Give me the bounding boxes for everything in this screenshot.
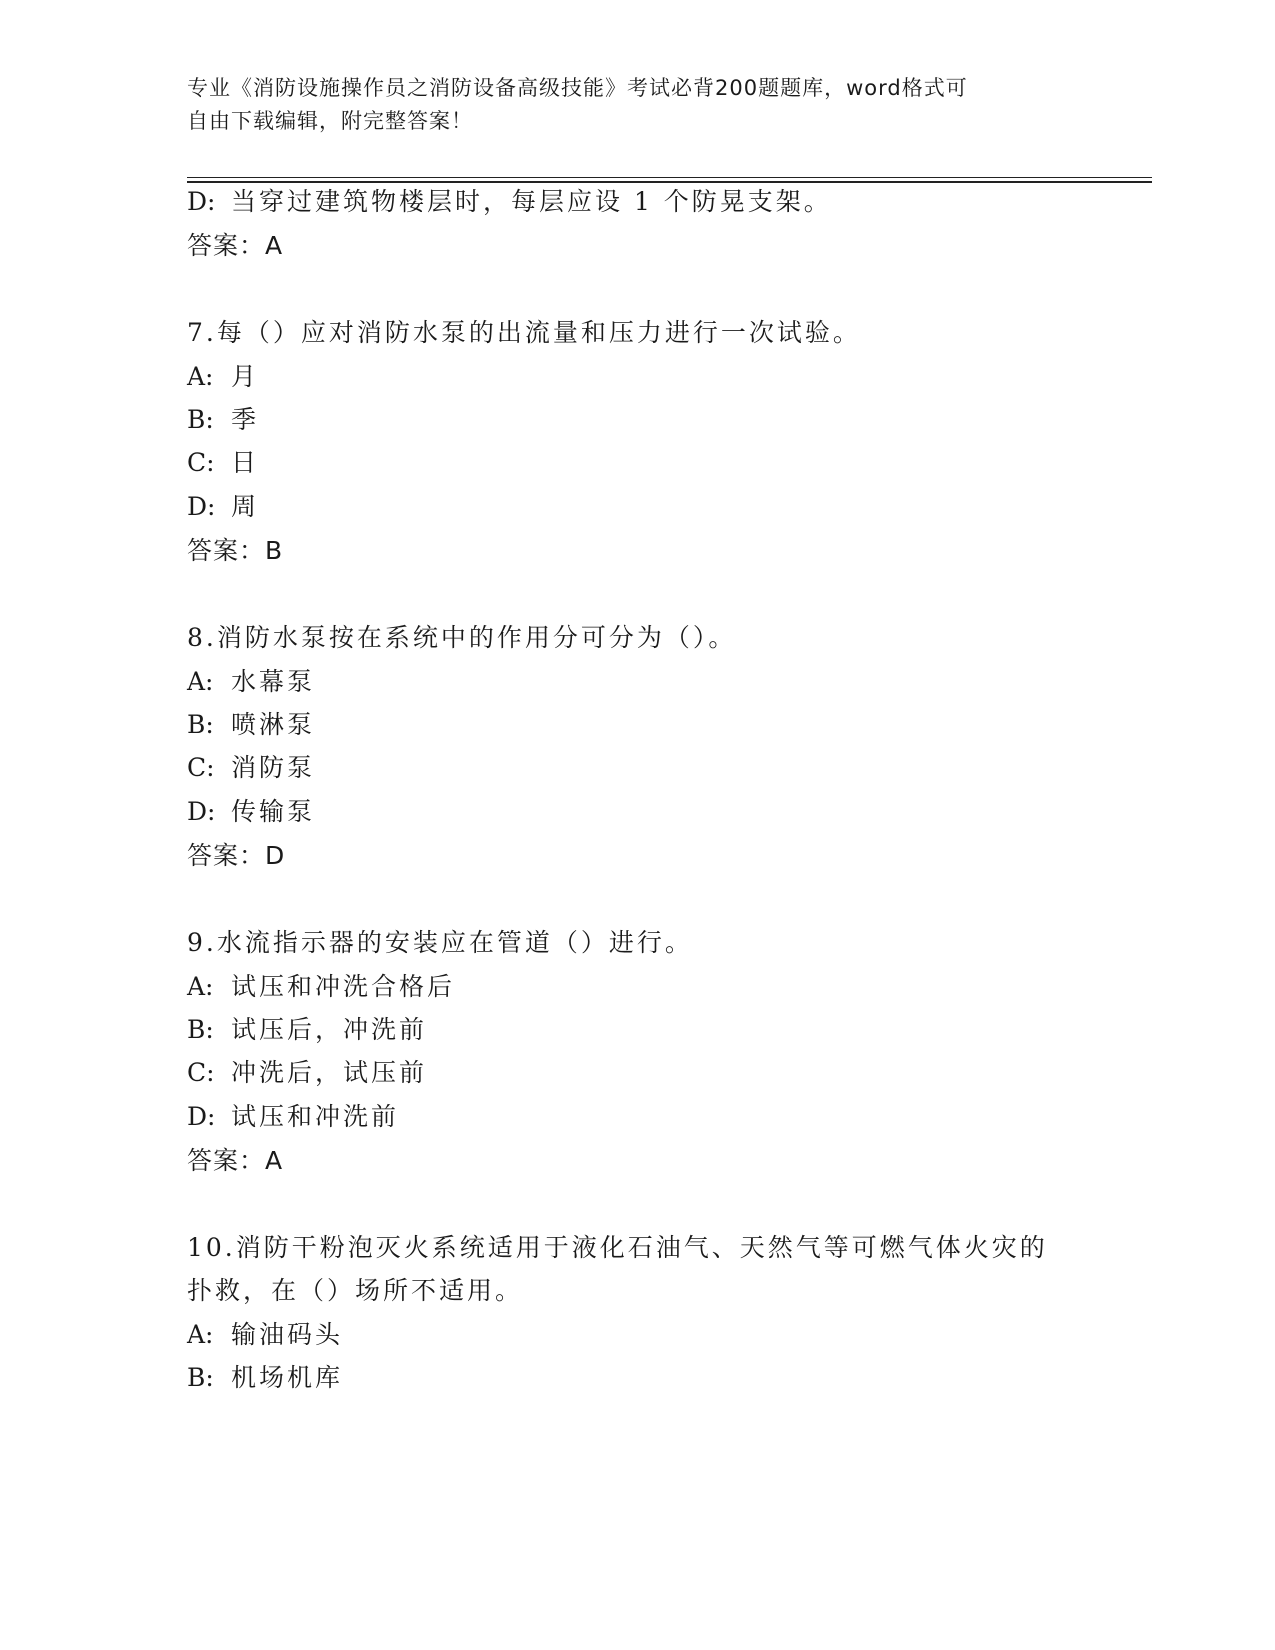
question-7-answer: 答案：B bbox=[187, 536, 284, 565]
option-text: 喷淋泵 bbox=[231, 710, 316, 739]
option-key: C: bbox=[187, 448, 215, 477]
question-9-option-c bbox=[187, 1058, 427, 1088]
question-8-option-b bbox=[187, 710, 315, 740]
option-key: B: bbox=[187, 1015, 214, 1044]
answer-prev: 答案：A bbox=[187, 231, 284, 260]
option-text: 当穿过建筑物楼层时，每层应设 1 个防晃支架。 bbox=[231, 187, 832, 216]
option-text: 试压后，冲洗前 bbox=[231, 1015, 428, 1044]
question-10-option-b bbox=[187, 1363, 343, 1393]
option-d-prev bbox=[187, 187, 832, 217]
option-text: 月 bbox=[231, 362, 260, 391]
option-text: 试压和冲洗前 bbox=[231, 1102, 400, 1131]
question-7-option-b bbox=[187, 405, 259, 435]
question-8-answer: 答案：D bbox=[187, 841, 286, 870]
question-8-option-a bbox=[187, 667, 315, 697]
question-9-answer: 答案：A bbox=[187, 1146, 284, 1175]
question-8-option-d bbox=[187, 797, 315, 827]
option-key: B: bbox=[187, 405, 214, 434]
question-9-option-b bbox=[187, 1015, 427, 1045]
option-key: C: bbox=[187, 753, 215, 782]
question-9-option-a bbox=[187, 972, 455, 1002]
option-text: 水幕泵 bbox=[231, 667, 316, 696]
question-7-option-c bbox=[187, 448, 259, 478]
question-9-option-d bbox=[187, 1102, 399, 1132]
option-key: B: bbox=[187, 710, 214, 739]
question-8-stem: 8.消防水泵按在系统中的作用分可分为（）。 bbox=[187, 623, 737, 652]
option-key: D: bbox=[187, 797, 216, 826]
question-10-stem-line-1: 10.消防干粉泡灭火系统适用于液化石油气、天然气等可燃气体火灾的 bbox=[187, 1233, 1048, 1262]
option-text: 冲洗后，试压前 bbox=[231, 1058, 428, 1087]
header-title-line-1: 专业《消防设施操作员之消防设备高级技能》考试必背200题题库，word格式可 bbox=[187, 76, 968, 100]
question-7-option-a bbox=[187, 362, 259, 392]
question-7-option-d bbox=[187, 492, 259, 522]
option-text: 周 bbox=[231, 492, 260, 521]
option-key: A: bbox=[187, 667, 214, 696]
header-divider-thick bbox=[187, 181, 1152, 183]
option-key: D: bbox=[187, 492, 216, 521]
option-text: 输油码头 bbox=[231, 1320, 344, 1349]
option-key: A: bbox=[187, 1320, 214, 1349]
question-10-option-a bbox=[187, 1320, 343, 1350]
document-header bbox=[187, 72, 1087, 138]
question-9-stem: 9.水流指示器的安装应在管道（）进行。 bbox=[187, 928, 693, 957]
option-text: 传输泵 bbox=[231, 797, 316, 826]
option-key: A: bbox=[187, 972, 214, 1001]
header-divider-thin bbox=[187, 177, 1152, 178]
question-8-option-c bbox=[187, 753, 315, 783]
option-text: 季 bbox=[231, 405, 260, 434]
option-key: D: bbox=[187, 1102, 216, 1131]
option-key: A: bbox=[187, 362, 214, 391]
option-key: D: bbox=[187, 187, 216, 216]
question-10-stem-line-2: 扑救，在（）场所不适用。 bbox=[187, 1276, 524, 1305]
option-key: C: bbox=[187, 1058, 215, 1087]
option-text: 试压和冲洗合格后 bbox=[231, 972, 456, 1001]
option-text: 消防泵 bbox=[231, 753, 316, 782]
header-title-line-2: 自由下载编辑，附完整答案！ bbox=[187, 109, 473, 133]
question-7-stem: 7.每（）应对消防水泵的出流量和压力进行一次试验。 bbox=[187, 318, 861, 347]
option-key: B: bbox=[187, 1363, 214, 1392]
option-text: 机场机库 bbox=[231, 1363, 344, 1392]
option-text: 日 bbox=[231, 448, 260, 477]
